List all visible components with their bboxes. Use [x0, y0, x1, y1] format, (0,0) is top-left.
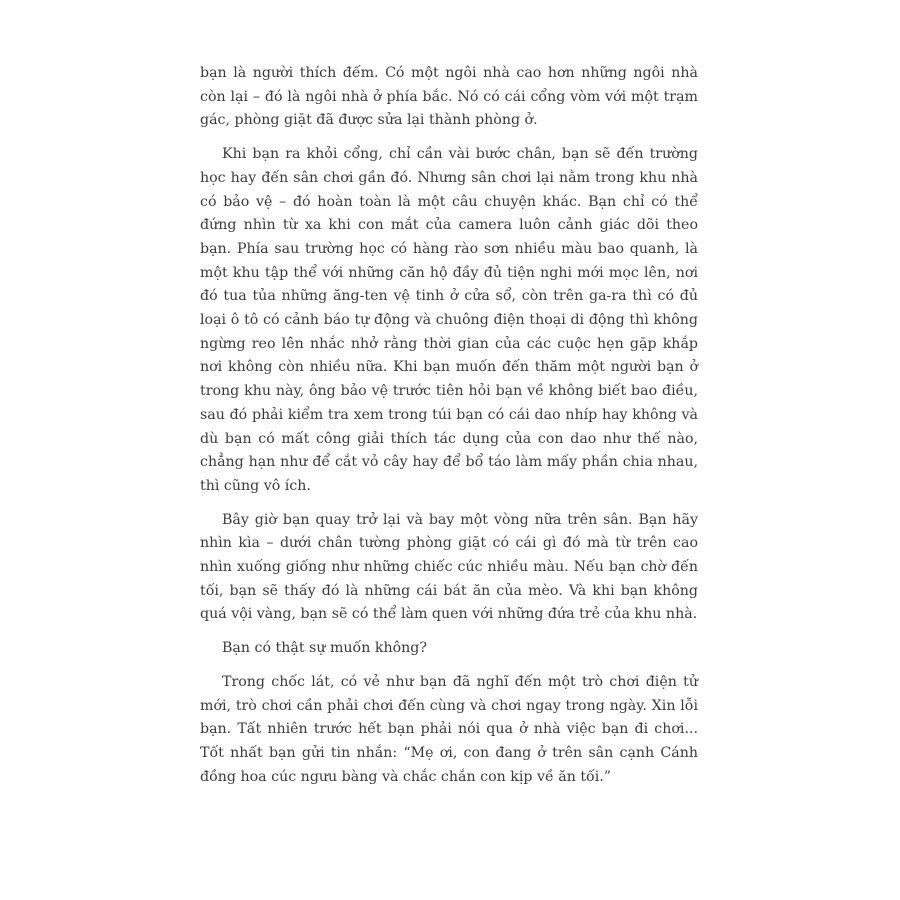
- paragraph-gate-playground: Khi bạn ra khỏi cổng, chỉ cần vài bước chân, bạn sẽ đến trường học hay đến sân chơi gần đó. Nhưng sân chơi lại nằm trong khu nhà có bảo vệ – đó hoàn toàn là một câu chuyện khác. Bạn chỉ có thể đứng nhìn từ xa khi con mắt của camera luôn cảnh giác dõi theo bạn. Phía sau trường học có hàng rào sơn nhiều màu bao quanh, là một khu tập thể với những căn hộ đầy đủ tiện nghi mới mọc lên, nơi đó tua tủa những ăng-ten vệ tinh ở cửa sổ, còn trên ga-ra thì có đủ loại ô tô có cảnh báo tự động và chuông điện thoại di động thì không ngừng reo lên nhắc nhở rằng thời gian của các cuộc hẹn gặp khắp nơi không còn nhiều nữa. Khi bạn muốn đến thăm một người bạn ở trong khu này, ông bảo vệ trước tiên hỏi bạn về không biết bao điều, sau đó phải kiểm tra xem trong túi bạn có cái dao nhíp hay không và dù bạn có mất công giải thích tác dụng của con dao như thế nào, chẳng hạn như để cắt vỏ cây hay để bổ táo làm mấy phần chia nhau, thì cũng vô ích.: [200, 146, 698, 494]
- paragraph-continuation: bạn là người thích đếm. Có một ngôi nhà cao hơn những ngôi nhà còn lại – đó là ngôi nhà ở phía bắc. Nó có cái cổng vòm với một trạm gác, phòng giặt đã được sửa lại thành phòng ở.: [200, 65, 698, 129]
- paragraph-video-game: Trong chốc lát, có vẻ như bạn đã nghĩ đến một trò chơi điện tử mới, trò chơi cần phải chơi đến cùng và chơi ngay trong ngày. Xin lỗi bạn. Tất nhiên trước hết bạn phải nói qua ở nhà việc bạn đi chơi... Tốt nhất bạn gửi tin nhắn: “Mẹ ơi, con đang ở trên sân cạnh Cánh đồng hoa cúc ngưu bàng và chắc chắn con kịp về ăn tối.”: [200, 673, 698, 785]
- paragraph-fly-over-yard: Bây giờ bạn quay trở lại và bay một vòng nữa trên sân. Bạn hãy nhìn kìa – dưới chân tường phòng giặt có cái gì đó mà từ trên cao nhìn xuống giống như những chiếc cúc nhiều màu. Nếu bạn chờ đến tối, bạn sẽ thấy đó là những cái bát ăn của mèo. Và khi bạn không quá vội vàng, bạn sẽ có thể làm quen với những đứa trẻ của khu nhà.: [200, 511, 698, 623]
- paragraph-question: Bạn có thật sự muốn không?: [222, 640, 427, 657]
- body-text: [200, 62, 698, 799]
